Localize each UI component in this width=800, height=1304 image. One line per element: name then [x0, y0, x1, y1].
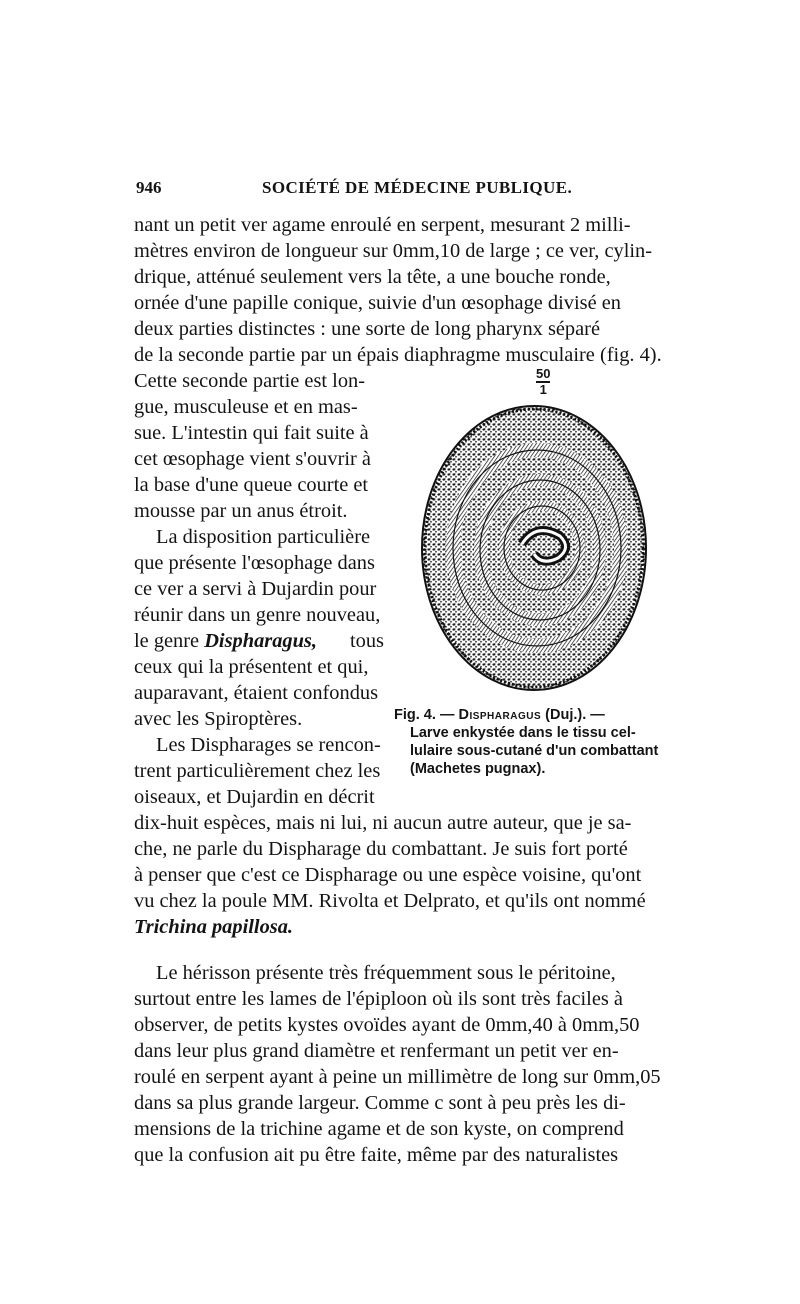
text-line: sue. L'intestin qui fait suite à — [134, 422, 369, 444]
caption-author: (Duj.). — — [545, 707, 605, 723]
text-line: à penser que c'est ce Dispharage ou une espèce voisine, qu'ont — [134, 864, 642, 886]
text-fragment: le genre — [134, 630, 205, 652]
caption-dash: — — [439, 707, 455, 723]
caption-line: Larve enkystée dans le tissu cel- — [410, 725, 636, 741]
text-line: que présente l'œsophage dans — [134, 552, 375, 574]
text-line: auparavant, étaient confondus — [134, 682, 379, 704]
text-line: avec les Spiroptères. — [134, 708, 303, 730]
text-fragment: tous — [344, 630, 384, 652]
text-line: roulé en serpent ayant à peine un millimètre de long sur 0mm,05 — [134, 1066, 661, 1088]
text-line: oiseaux, et Dujardin en décrit — [134, 786, 375, 808]
text-line: ornée d'une papille conique, suivie d'un œsophage divisé en — [134, 292, 621, 314]
text-line — [134, 628, 384, 654]
text-line: Les Dispharages se rencon- — [156, 734, 381, 756]
text-line: surtout entre les lames de l'épiploon où ils sont très faciles à — [134, 988, 623, 1010]
running-head: SOCIÉTÉ DE MÉDECINE PUBLIQUE. — [262, 178, 573, 197]
text-line: la base d'une queue courte et — [134, 474, 369, 496]
text-line: trent particulièrement chez les — [134, 760, 381, 782]
text-line: Cette seconde partie est lon- — [134, 370, 366, 392]
text-line: dix-huit espèces, mais ni lui, ni aucun autre auteur, que je sa- — [134, 812, 632, 834]
text-line: La disposition particulière — [156, 526, 371, 548]
caption-line: lulaire sous-cutané d'un combattant — [410, 743, 659, 759]
text-line: gue, musculeuse et en mas- — [134, 396, 358, 418]
caption-genus: Dispharagus — [458, 707, 542, 723]
figure-4 — [402, 368, 668, 698]
scale-denominator: 1 — [539, 381, 547, 397]
text-line: de la seconde partie par un épais diaphragme musculaire (fig. 4). — [134, 344, 662, 366]
encysted-larva-engraving — [402, 368, 668, 698]
caption-line: (Machetes pugnax). — [410, 761, 546, 777]
text-line: drique, atténué seulement vers la tête, a une bouche ronde, — [134, 266, 611, 288]
text-line: cet œsophage vient s'ouvrir à — [134, 448, 371, 470]
scale-numerator: 50 — [536, 366, 551, 381]
text-line: que la confusion ait pu être faite, même par des naturalistes — [134, 1144, 619, 1166]
page-number: 946 — [136, 178, 162, 197]
page-header — [134, 178, 666, 204]
text-line: observer, de petits kystes ovoïdes ayant de 0mm,40 à 0mm,50 — [134, 1014, 640, 1036]
figure-caption — [394, 706, 670, 778]
caption-line — [394, 706, 670, 724]
caption-fig-label: Fig. 4. — [394, 707, 436, 723]
text-line: nant un petit ver agame enroulé en serpent, mesurant 2 milli- — [134, 214, 631, 236]
text-line: dans leur plus grand diamètre et renfermant un petit ver en- — [134, 1040, 619, 1062]
text-line: deux parties distinctes : une sorte de long pharynx séparé — [134, 318, 601, 340]
text-line: mètres environ de longueur sur 0mm,10 de large ; ce ver, cylin- — [134, 240, 653, 262]
text-line: ceux qui la présentent et qui, — [134, 656, 369, 678]
text-line: vu chez la poule MM. Rivolta et Delprato, et qu'ils ont nommé — [134, 890, 646, 912]
species-name-italic: Trichina papillosa. — [134, 916, 293, 938]
text-line: réunir dans un genre nouveau, — [134, 604, 381, 626]
genus-name-italic: Dispharagus, — [204, 630, 317, 652]
text-line: mensions de la trichine agame et de son kyste, on comprend — [134, 1118, 624, 1140]
text-line: che, ne parle du Dispharage du combattant. Je suis fort porté — [134, 838, 628, 860]
text-line: dans sa plus grande largeur. Comme c sont à peu près les di- — [134, 1092, 626, 1114]
text-line: Le hérisson présente très fréquemment sous le péritoine, — [156, 962, 616, 984]
text-line: ce ver a servi à Dujardin pour — [134, 578, 377, 600]
text-line: mousse par un anus étroit. — [134, 500, 348, 522]
